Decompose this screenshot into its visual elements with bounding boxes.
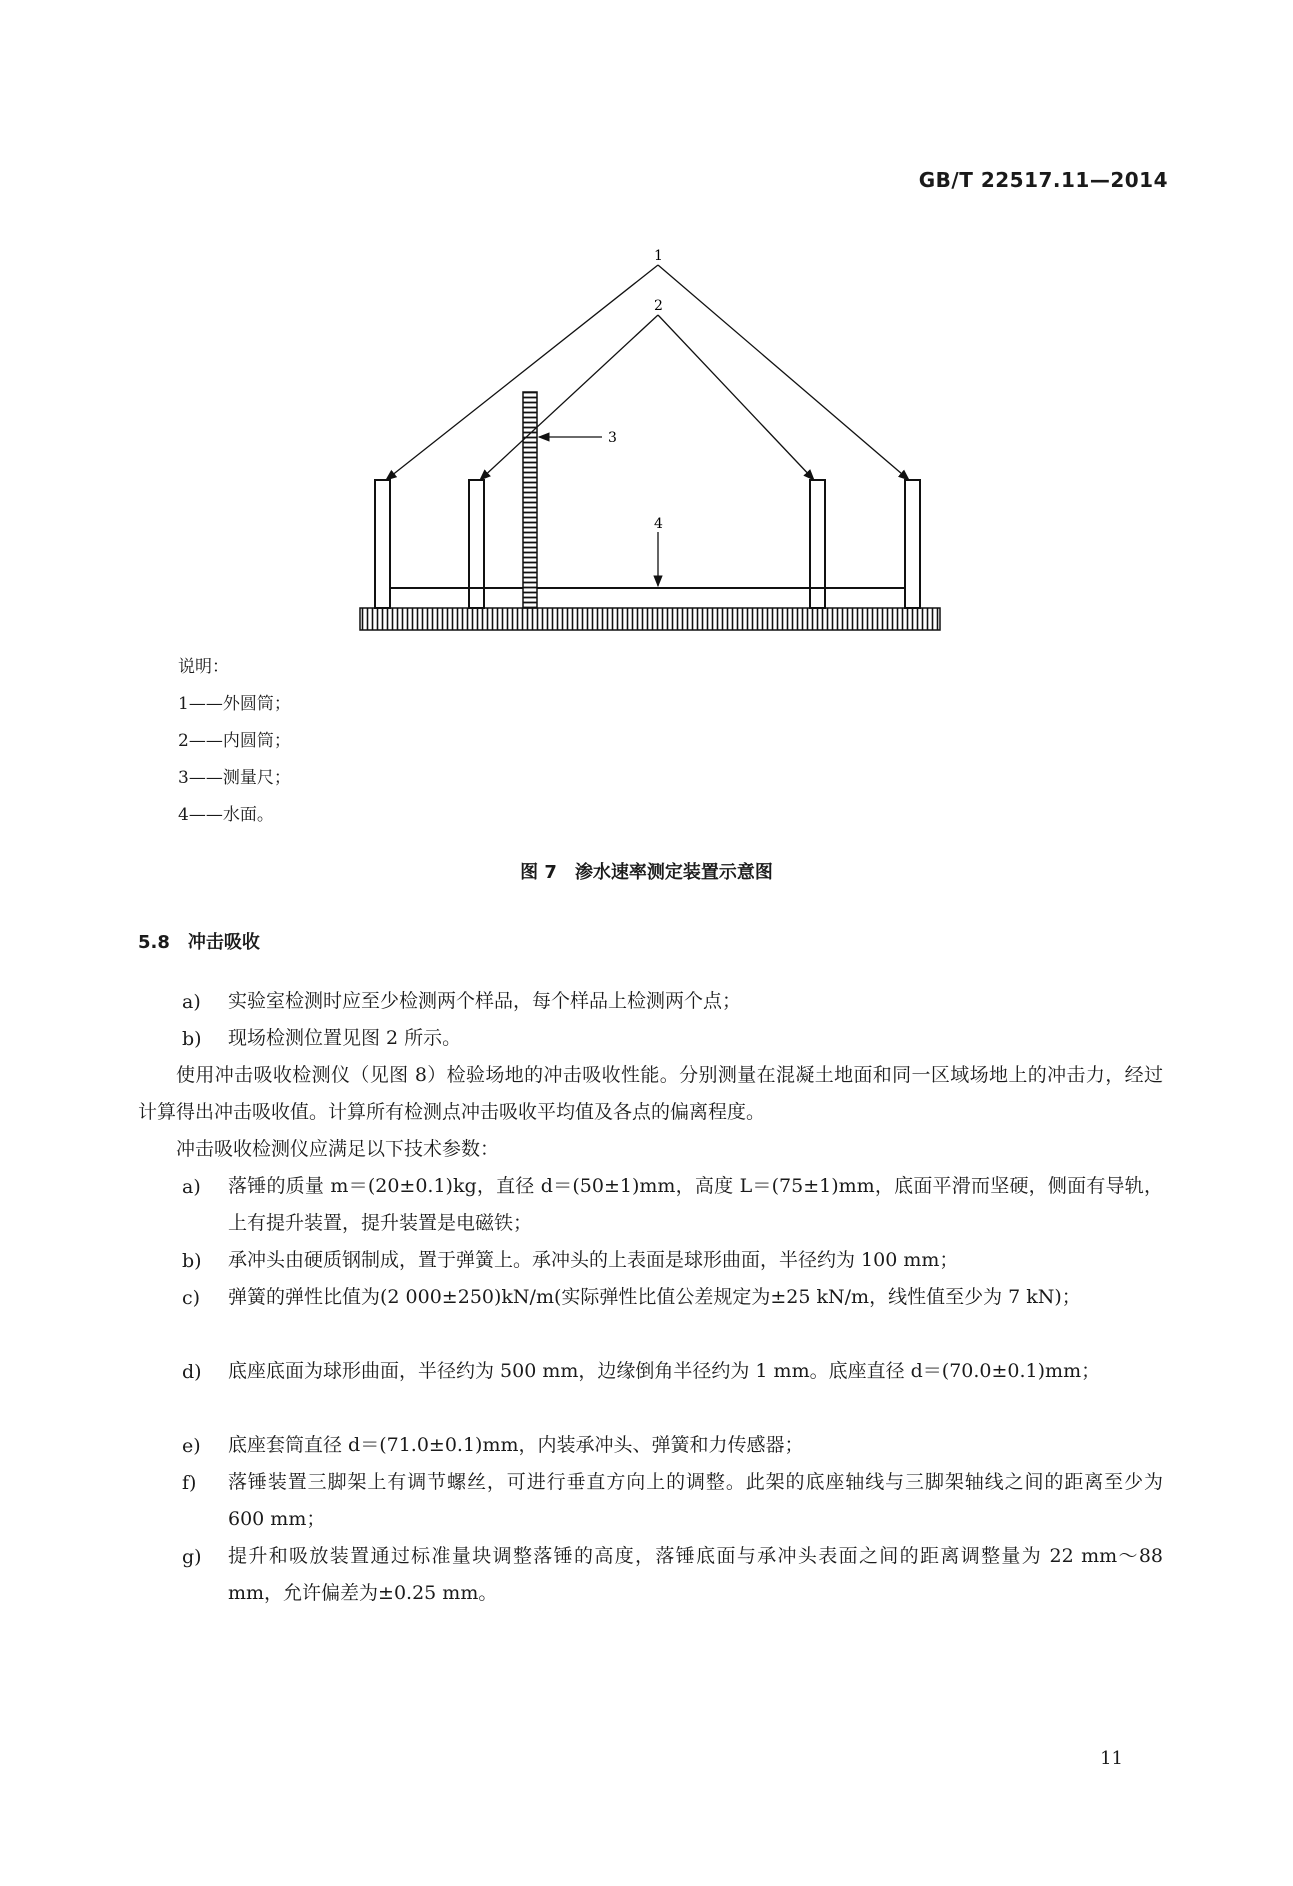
measuring-ruler xyxy=(523,392,537,608)
list-item: 弹簧的弹性比值为(2 000±250)kN/m(实际弹性比值公差规定为±25 kN/m，线性值至少为 7 kN)； xyxy=(228,1286,1081,1308)
label-2: 2 xyxy=(654,298,663,314)
list-marker: b) xyxy=(182,1250,202,1272)
list-item: 承冲头由硬质钢制成，置于弹簧上。承冲头的上表面是球形曲面，半径约为 100 mm； xyxy=(228,1249,959,1271)
list-marker: c) xyxy=(182,1287,201,1309)
legend-item: 4——水面。 xyxy=(178,805,274,825)
label-1: 1 xyxy=(654,248,663,264)
page-number: 11 xyxy=(1100,1748,1123,1769)
list-marker: a) xyxy=(182,1176,201,1198)
figure-caption: 图 7 渗水速率测定装置示意图 xyxy=(520,862,773,883)
paragraph: 使用冲击吸收检测仪（见图 8）检验场地的冲击吸收性能。分别测量在混凝土地面和同一区域场地上的冲击力，经过计算得出冲击吸收值。计算所有检测点冲击吸收平均值及各点的偏离程度。 xyxy=(138,1064,1163,1123)
outer-cylinder-left xyxy=(375,480,390,608)
list-marker: d) xyxy=(182,1361,202,1383)
list-item: 提升和吸放装置通过标准量块调整落锤的高度，落锤底面与承冲头表面之间的距离调整量为 22 mm～88 mm，允许偏差为±0.25 mm。 xyxy=(228,1545,1163,1604)
list-marker: b) xyxy=(182,1028,202,1050)
section-title: 5.8 冲击吸收 xyxy=(138,932,260,953)
ground-base xyxy=(360,608,940,630)
list-item: 实验室检测时应至少检测两个样品，每个样品上检测两个点； xyxy=(228,990,742,1012)
standard-code: GB/T 22517.11—2014 xyxy=(918,168,1168,192)
legend-item: 1——外圆筒； xyxy=(178,694,291,714)
paragraph: 冲击吸收检测仪应满足以下技术参数： xyxy=(176,1138,500,1160)
list-item: 落锤的质量 m＝(20±0.1)kg，直径 d＝(50±1)mm，高度 L＝(75±1)mm，底面平滑而坚硬，侧面有导轨，上有提升装置，提升装置是电磁铁； xyxy=(228,1175,1163,1234)
figure-7-diagram xyxy=(340,240,960,640)
list-marker: e) xyxy=(182,1435,201,1457)
list-item: 底座套筒直径 d＝(71.0±0.1)mm，内装承冲头、弹簧和力传感器； xyxy=(228,1434,804,1456)
outer-cylinder-right xyxy=(905,480,920,608)
legend-item: 3——测量尺； xyxy=(178,768,291,788)
list-marker: f) xyxy=(182,1472,197,1494)
legend-title: 说明： xyxy=(178,657,229,677)
list-marker: g) xyxy=(182,1546,202,1568)
legend-item: 2——内圆筒； xyxy=(178,731,291,751)
label-4: 4 xyxy=(654,516,663,532)
label-3: 3 xyxy=(608,430,617,446)
list-marker: a) xyxy=(182,991,201,1013)
list-item: 落锤装置三脚架上有调节螺丝，可进行垂直方向上的调整。此架的底座轴线与三脚架轴线之间的距离至少为 600 mm； xyxy=(228,1471,1163,1530)
list-item: 现场检测位置见图 2 所示。 xyxy=(228,1027,462,1049)
list-item: 底座底面为球形曲面，半径约为 500 mm，边缘倒角半径约为 1 mm。底座直径 d＝(70.0±0.1)mm； xyxy=(228,1360,1101,1382)
